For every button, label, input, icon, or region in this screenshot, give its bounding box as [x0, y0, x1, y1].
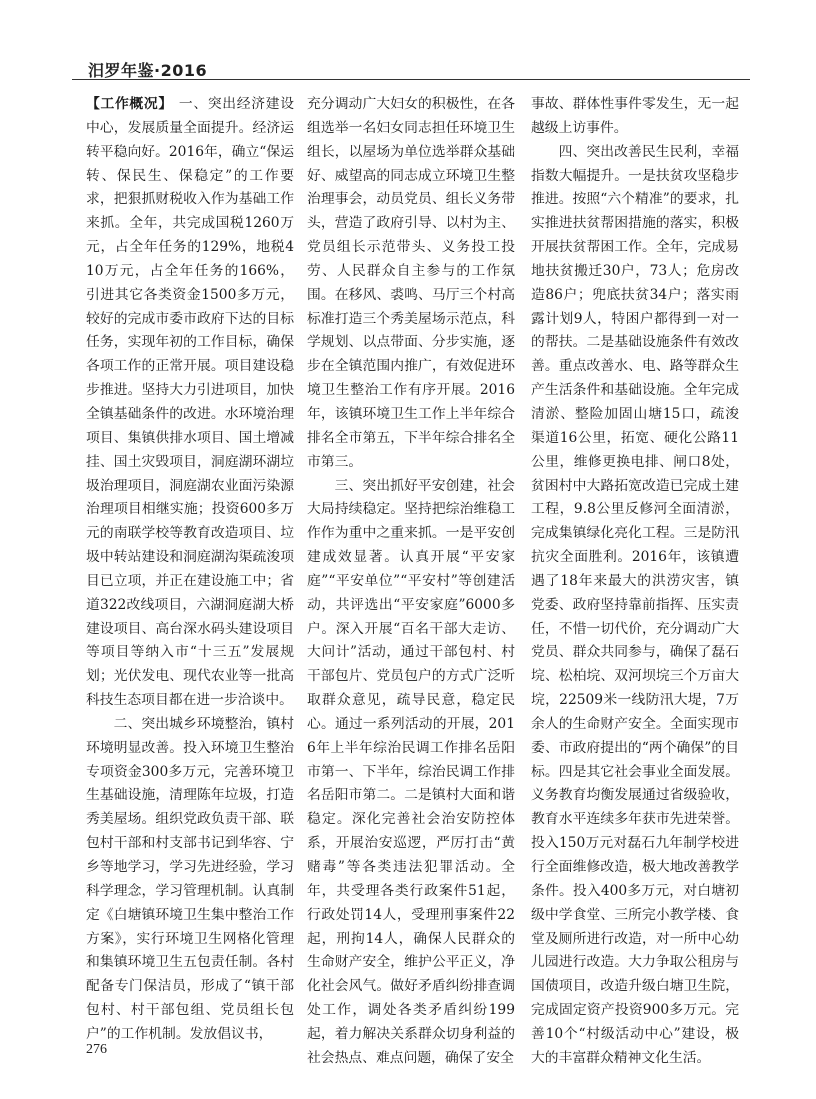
- page-number: 276: [86, 1042, 107, 1057]
- paragraph: 充分调动广大妇女的积极性，在各组选举一名妇女同志担任环境卫生组长，以屋场为单位选举群众基础好、威望高的同志成立环境卫生整治理事会，动员党员、组长义务带头，营造了政府引导、以村为主、党员组长示范带头、义务投工投劳、人民群众自主参与的工作氛围。在移风、裘鸣、马厅三个村高标准打造三个秀美屋场示范点，科学规划、以点带面、分步实施，逐步在全镇范围内推广，有效促进环境卫生整治工作有序开展。2016年，该镇环境卫生工作上半年综合排名全市第五，下半年综合排名全市第三。: [307, 96, 515, 470]
- paragraph-text: 一、突出经济建设中心，发展质量全面提升。经济运转平稳向好。2016年，确立“保运转、保民生、保稳定”的工作要求，把狠抓财税收入作为基础工作来抓。全年，共完成国税1260万元，占全年任务的129%，地税410万元，占全年任务的166%，引进其它各类资金1500多万元，较好的完成市委市政府下达的目标任务，实现年初的工作目标，确保各项工作的正常开展。项目建设稳步推进。坚持大力引进项目，加快全镇基础条件的改进。水环境治理项目、集镇供排水项目、国土增减挂、国土灾毁项目，洞庭湖环湖垃圾治理项目，洞庭湖农业面污染源治理项目相继实施；投资600多万元的南联学校等教育改造项目、垃圾中转站建设和洞庭湖沟渠疏浚项目已立项，并正在建设施工中；省道322改线项目，六湖洞庭湖大桥建设项目、高台深水码头建设项目等项目等纳入市“十三五”发展规划；光伏发电、现代农业等一批高科技生态项目都在进一步洽谈中。: [86, 96, 295, 709]
- paragraph: 事故、群体性事件零发生，无一起越级上访事件。: [531, 96, 739, 136]
- header-rule: [72, 79, 750, 80]
- text-column-2: [307, 93, 515, 1066]
- section-tag: 【工作概况】: [86, 96, 173, 112]
- running-head-title: 汨罗年鉴·2016: [88, 61, 208, 80]
- paragraph: 二、突出城乡环境整治，镇村环境明显改善。投入环境卫生整治专项资金300多万元，完善环境卫生基础设施，清理陈年垃圾，打造秀美屋场。组织党政负责干部、联包村干部和村支部书记到华容、宁乡等地学习，学习先进经验，学习科学理念，学习管理机制。认真制定《白塘镇环境卫生集中整治工作方案》，实行环境卫生网格化管理和集镇环境卫生五包责任制。各村配备专门保洁员，形成了“镇干部包村、村干部包组、党员组长包户”的工作机制。发放倡议书，: [86, 715, 294, 1042]
- text-column-3: [531, 93, 739, 1066]
- paragraph: 三、突出抓好平安创建，社会大局持续稳定。坚持把综治维稳工作作为重中之重来抓。一是平安创建成效显著。认真开展“平安家庭”“平安单位”“平安村”等创建活动，共评选出“平安家庭”6000多户。深入开展“百名干部大走访、大问计”活动，通过干部包村、村干部包片、党员包户的方式广泛听取群众意见，疏导民意，稳定民心。通过一系列活动的开展，2016年上半年综治民调工作排名岳阳市第一、下半年，综治民调工作排名岳阳市第二。二是镇村大面和谐稳定。深化完善社会治安防控体系，开展治安巡逻，严厉打击“黄赌毒”等各类违法犯罪活动。全年，共受理各类行政案件51起，行政处罚14人，受理刑事案件22起，刑拘14人，确保人民群众的生命财产安全，维护公平正义，净化社会风气。做好矛盾纠纷排查调处工作，调处各类矛盾纠纷199起，着力解决关系群众切身利益的社会热点、难点问题，确保了安全: [307, 477, 515, 1066]
- paragraph: 四、突出改善民生民利，幸福指数大幅提升。一是扶贫攻坚稳步推进。按照“六个精准”的要求，扎实推进扶贫帮困措施的落实，积极开展扶贫帮困工作。全年，完成易地扶贫搬迁30户，73人；危房改造86户；兜底扶贫34户；落实雨露计划9人，特困户都得到一对一的帮扶。二是基础设施条件有效改善。重点改善水、电、路等群众生产生活条件和基础设施。全年完成清淤、整险加固山塘15口，疏浚渠道16公里，拓宽、硬化公路11公里，维修更换电排、闸口8处，贫困村中大路拓宽改造已完成土建工程，9.8公里反修河全面清淤，完成集镇绿化亮化工程。三是防汛抗灾全面胜利。2016年，该镇遭遇了18年来最大的洪涝灾害，镇党委、政府坚持靠前指挥、压实责任，不惜一切代价，充分调动广大党员、群众共同参与，确保了磊石垸、松柏垸、双河坝垸三个万亩大垸，22509米一线防汛大堤，7万余人的生命财产安全。全面实现市委、市政府提出的“两个确保”的目标。四是其它社会事业全面发展。义务教育均衡发展通过省级验收，教育水平连续多年获市先进荣誉。投入150万元对磊石九年制学校进行全面维修改造，极大地改善教学条件。投入400多万元，对白塘初级中学食堂、三所完小教学楼、食堂及厕所进行改造，对一所中心幼儿园进行改造。大力争取公租房与国债项目，改造升级白塘卫生院，完成固定资产投资900多万元。完善10个“村级活动中心”建设，极大的丰富群众精神文化生活。: [531, 143, 739, 1066]
- text-column-1: [86, 93, 295, 1042]
- paragraph: [86, 93, 294, 713]
